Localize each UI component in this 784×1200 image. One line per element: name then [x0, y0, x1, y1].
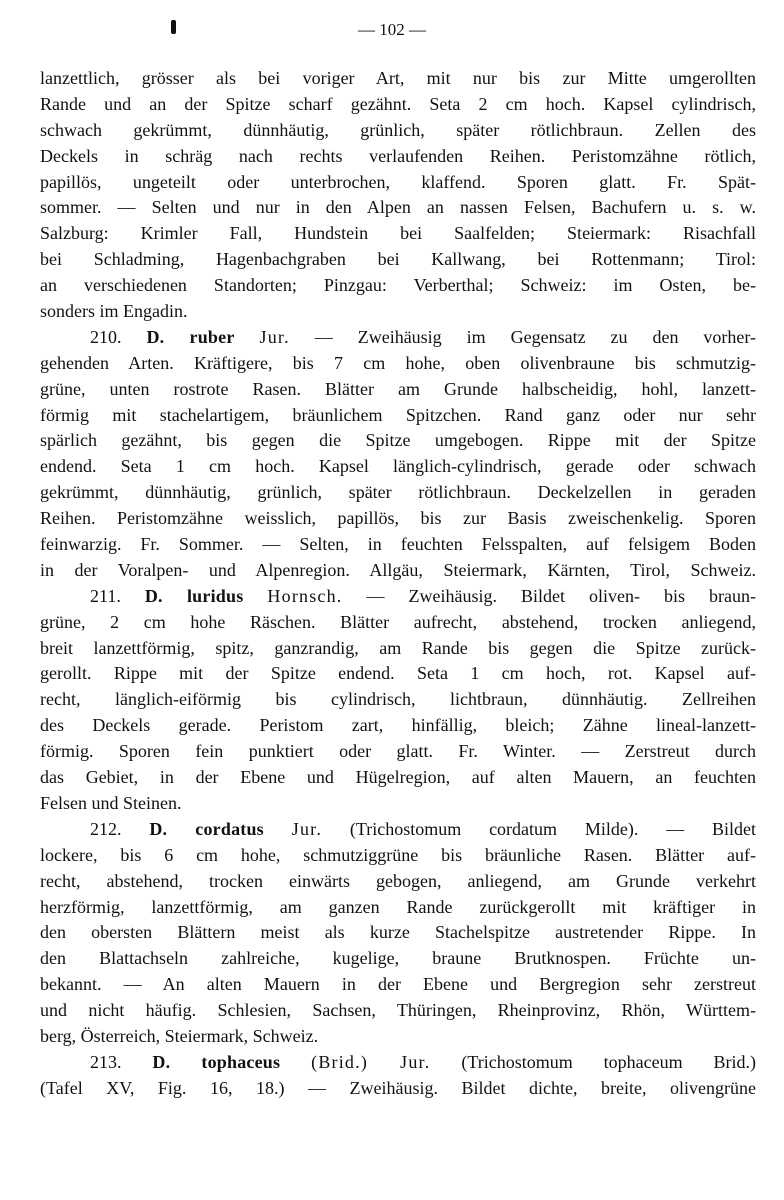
text-line: recht, länglich-eiförmig bis cylindrisch, lichtbraun, dünnhäutig. Zellreihen — [40, 689, 756, 710]
species-author: (Brid.) Jur. — [311, 1051, 431, 1072]
text-line: den obersten Blättern meist als kurze Stachelspitze austretender Rippe. In — [40, 922, 756, 943]
text-line: endend. Seta 1 cm hoch. Kapsel länglich-cylindrisch, gerade oder schwach — [40, 456, 756, 477]
text-line: bekannt. — An alten Mauern in der Ebene und Bergregion sehr zerstreut — [40, 974, 756, 995]
text-line: gekrümmt, dünnhäutig, grünlich, später rötlichbraun. Deckelzellen in geraden — [40, 482, 756, 503]
text-line: des Deckels gerade. Peristom zart, hinfällig, bleich; Zähne lineal-lanzett- — [40, 715, 756, 736]
entry-text: (Trichostomum cordatum Milde). — Bildet — [322, 818, 757, 839]
species-entry-heading — [40, 325, 756, 351]
text-line: papillös, ungeteilt oder unterbrochen, klaffend. Sporen glatt. Fr. Spät- — [40, 171, 756, 192]
text-line: schwach gekrümmt, dünnhäutig, grünlich, später rötlichbraun. Zellen des — [40, 119, 756, 140]
species-name: D. luridus — [144, 585, 244, 606]
text-line: förmig mit stachelartigem, bräunlichem Spitzchen. Rand ganz oder nur sehr — [40, 404, 756, 425]
text-line: in der Voralpen- und Alpenregion. Allgäu, Steiermark, Kärnten, Tirol, Schweiz. — [40, 559, 756, 580]
text-line: Rande und an der Spitze scharf gezähnt. Seta 2 cm hoch. Kapsel cylindrisch, — [40, 93, 756, 114]
text-line: den Blattachseln zahlreiche, kugelige, braune Brutknospen. Früchte un- — [40, 948, 756, 969]
species-entry-heading — [40, 817, 756, 843]
text-line: recht, abstehend, trocken einwärts gebogen, anliegend, am Grunde verkehrt — [40, 870, 756, 891]
text-line: lockere, bis 6 cm hohe, schmutziggrüne bis bräunliche Rasen. Blätter auf- — [40, 844, 756, 865]
entry-text: — Zweihäusig im Gegensatz zu den vorher- — [289, 326, 757, 347]
text-line: gerollt. Rippe mit der Spitze endend. Seta 1 cm hoch, rot. Kapsel auf- — [40, 663, 756, 684]
text-line: grüne, unten rostrote Rasen. Blätter am Grunde halbscheidig, hohl, lanzett- — [40, 378, 756, 399]
text-line: das Gebiet, in der Ebene und Hügelregion, auf alten Mauern, an feuchten — [40, 767, 756, 788]
species-name: D. ruber — [146, 326, 235, 347]
species-name: D. tophaceus — [152, 1051, 281, 1072]
text-line: Reihen. Peristomzähne weisslich, papillös, bis zur Basis zweischenkelig. Sporen — [40, 508, 756, 529]
body-text — [40, 66, 756, 1102]
text-line: herzförmig, lanzettförmig, am ganzen Rande zurückgerollt mit kräftiger in — [40, 896, 756, 917]
text-line: spärlich gezähnt, bis gegen die Spitze umgebogen. Rippe mit der Spitze — [40, 430, 756, 451]
species-number: 212. — [90, 818, 122, 839]
text-line: an verschiedenen Standorten; Pinzgau: Verberthal; Schweiz: im Osten, be- — [40, 275, 756, 296]
entry-text: — Zweihäusig. Bildet oliven- bis braun- — [342, 585, 757, 606]
text-line: bei Schladming, Hagenbachgraben bei Kallwang, bei Rottenmann; Tirol: — [40, 249, 756, 270]
species-entry-heading — [40, 1050, 756, 1076]
text-line: förmig. Sporen fein punktiert oder glatt. Fr. Winter. — Zerstreut durch — [40, 741, 756, 762]
species-number: 210. — [90, 326, 122, 347]
species-name: D. cordatus — [149, 818, 264, 839]
species-author: Jur. — [259, 326, 290, 347]
species-author: Jur. — [291, 818, 323, 839]
text-line: berg, Österreich, Steiermark, Schweiz. — [40, 1025, 319, 1046]
text-line: (Tafel XV, Fig. 16, 18.) — Zweihäusig. Bildet dichte, breite, olivengrüne — [40, 1077, 756, 1098]
species-author: Hornsch. — [267, 585, 343, 606]
text-line: sonders im Engadin. — [40, 301, 188, 322]
text-line: Salzburg: Krimler Fall, Hundstein bei Saalfelden; Steiermark: Risachfall — [40, 223, 756, 244]
text-line: grüne, 2 cm hohe Räschen. Blätter aufrecht, abstehend, trocken anliegend, — [40, 611, 756, 632]
page-number: — 102 — — [358, 20, 426, 39]
text-line: sommer. — Selten und nur in den Alpen an nassen Felsen, Bachufern u. s. w. — [40, 197, 756, 218]
entry-text: (Trichostomum tophaceum Brid.) — [430, 1051, 756, 1072]
text-line: Felsen und Steinen. — [40, 792, 182, 813]
text-line: lanzettlich, grösser als bei voriger Art, mit nur bis zur Mitte umgerollten — [40, 68, 756, 88]
species-number: 211. — [90, 585, 121, 606]
text-line: feinwarzig. Fr. Sommer. — Selten, in feuchten Felsspalten, auf felsigem Boden — [40, 534, 756, 555]
text-line: Deckels in schräg nach rechts verlaufenden Reihen. Peristomzähne rötlich, — [40, 145, 756, 166]
text-line: und nicht häufig. Schlesien, Sachsen, Thüringen, Rheinprovinz, Rhön, Württem- — [40, 1000, 756, 1021]
text-line: gehenden Arten. Kräftigere, bis 7 cm hohe, oben olivenbraune bis schmutzig- — [40, 352, 756, 373]
species-entry-heading — [40, 584, 756, 610]
species-number: 213. — [90, 1051, 122, 1072]
text-line: breit lanzettförmig, spitz, ganzrandig, am Rande bis gegen die Spitze zurück- — [40, 637, 756, 658]
